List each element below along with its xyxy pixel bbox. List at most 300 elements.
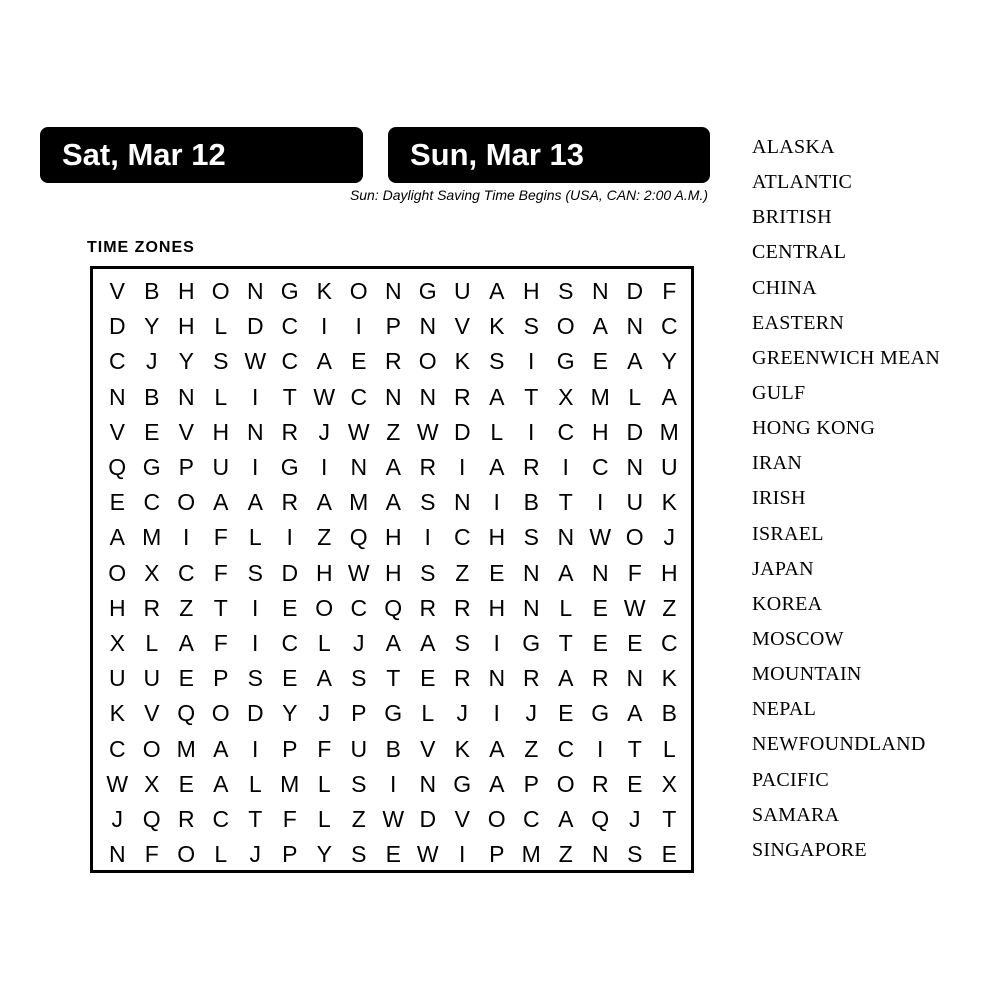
grid-letter[interactable]: A: [558, 665, 574, 692]
grid-letter[interactable]: D: [281, 559, 299, 586]
grid-letter[interactable]: C: [143, 489, 161, 516]
grid-letter[interactable]: N: [557, 524, 575, 551]
grid-letter[interactable]: S: [523, 524, 539, 551]
grid-letter[interactable]: E: [282, 665, 298, 692]
grid-letter[interactable]: I: [252, 454, 259, 481]
grid-letter[interactable]: Q: [591, 805, 610, 832]
grid-letter[interactable]: N: [419, 770, 437, 797]
grid-letter[interactable]: E: [109, 489, 125, 516]
grid-letter[interactable]: W: [106, 770, 129, 797]
grid-letter[interactable]: K: [661, 489, 677, 516]
grid-letter[interactable]: N: [350, 454, 368, 481]
grid-letter[interactable]: S: [247, 665, 263, 692]
grid-letter[interactable]: R: [591, 665, 609, 692]
grid-letter[interactable]: H: [108, 594, 126, 621]
grid-letter[interactable]: N: [246, 278, 264, 305]
grid-letter[interactable]: L: [421, 700, 435, 727]
grid-letter[interactable]: J: [663, 524, 675, 551]
grid-letter[interactable]: V: [454, 805, 470, 832]
grid-letter[interactable]: A: [213, 489, 229, 516]
grid-letter[interactable]: L: [248, 524, 262, 551]
grid-letter[interactable]: D: [453, 418, 471, 445]
grid-letter[interactable]: N: [177, 383, 195, 410]
grid-letter[interactable]: G: [142, 454, 161, 481]
grid-letter[interactable]: N: [384, 383, 402, 410]
grid-letter[interactable]: C: [108, 348, 126, 375]
grid-letter[interactable]: C: [522, 805, 540, 832]
grid-letter[interactable]: R: [453, 665, 471, 692]
grid-letter[interactable]: J: [353, 629, 365, 656]
word-list-item: CENTRAL: [752, 241, 847, 264]
grid-letter[interactable]: S: [420, 559, 436, 586]
grid-letter[interactable]: A: [316, 665, 332, 692]
grid-letter[interactable]: I: [459, 454, 466, 481]
grid-letter[interactable]: S: [523, 313, 539, 340]
grid-letter[interactable]: I: [390, 770, 397, 797]
grid-letter[interactable]: H: [315, 559, 333, 586]
grid-letter[interactable]: C: [591, 454, 609, 481]
grid-letter[interactable]: T: [627, 735, 642, 762]
grid-letter[interactable]: A: [489, 278, 505, 305]
grid-letter[interactable]: X: [109, 629, 125, 656]
grid-letter[interactable]: J: [456, 700, 468, 727]
grid-letter[interactable]: H: [384, 524, 402, 551]
grid-letter[interactable]: A: [558, 559, 574, 586]
puzzle-title: TIME ZONES: [87, 239, 195, 256]
grid-letter[interactable]: A: [489, 735, 505, 762]
grid-letter[interactable]: O: [418, 348, 437, 375]
grid-letter[interactable]: U: [350, 735, 368, 762]
grid-letter[interactable]: Y: [316, 841, 332, 868]
grid-letter[interactable]: G: [280, 454, 299, 481]
grid-letter[interactable]: B: [144, 278, 160, 305]
grid-letter[interactable]: D: [626, 278, 644, 305]
grid-letter[interactable]: U: [108, 665, 126, 692]
grid-letter[interactable]: M: [349, 489, 369, 516]
grid-letter[interactable]: L: [214, 841, 228, 868]
grid-letter[interactable]: R: [522, 665, 540, 692]
grid-letter[interactable]: I: [562, 454, 569, 481]
grid-letter[interactable]: S: [351, 841, 367, 868]
grid-letter[interactable]: E: [592, 594, 608, 621]
grid-letter[interactable]: C: [281, 313, 299, 340]
grid-letter[interactable]: E: [385, 841, 401, 868]
grid-letter[interactable]: S: [454, 629, 470, 656]
grid-letter[interactable]: R: [453, 383, 471, 410]
grid-letter[interactable]: P: [523, 770, 539, 797]
grid-letter[interactable]: H: [177, 278, 195, 305]
grid-letter[interactable]: H: [212, 418, 230, 445]
grid-letter[interactable]: P: [178, 454, 194, 481]
grid-letter[interactable]: A: [489, 454, 505, 481]
grid-letter[interactable]: D: [108, 313, 126, 340]
grid-letter[interactable]: E: [178, 665, 194, 692]
grid-letter[interactable]: J: [318, 700, 330, 727]
grid-letter[interactable]: T: [524, 383, 539, 410]
grid-letter[interactable]: R: [522, 454, 540, 481]
grid-letter[interactable]: W: [244, 348, 267, 375]
grid-letter[interactable]: P: [282, 841, 298, 868]
grid-letter[interactable]: U: [453, 278, 471, 305]
grid-letter[interactable]: Q: [108, 454, 127, 481]
grid-letter[interactable]: J: [111, 805, 123, 832]
word-list-item: ALASKA: [752, 136, 835, 158]
grid-letter[interactable]: D: [246, 700, 264, 727]
grid-letter[interactable]: W: [347, 559, 370, 586]
grid-letter[interactable]: U: [143, 665, 161, 692]
grid-letter[interactable]: Y: [144, 313, 160, 340]
grid-letter[interactable]: I: [528, 348, 535, 375]
grid-letter[interactable]: P: [213, 665, 229, 692]
grid-letter[interactable]: J: [318, 418, 330, 445]
grid-row: [93, 767, 691, 802]
grid-letter[interactable]: C: [660, 629, 678, 656]
grid-letter[interactable]: A: [489, 770, 505, 797]
grid-letter[interactable]: I: [252, 629, 259, 656]
grid-letter[interactable]: U: [626, 489, 644, 516]
grid-letter[interactable]: O: [349, 278, 368, 305]
grid-letter[interactable]: Z: [179, 594, 194, 621]
grid-row: [93, 520, 691, 555]
grid-letter[interactable]: S: [627, 841, 643, 868]
grid-letter[interactable]: R: [281, 489, 299, 516]
grid-letter[interactable]: J: [146, 348, 158, 375]
grid-letter[interactable]: A: [385, 629, 401, 656]
grid-letter[interactable]: C: [177, 559, 195, 586]
grid-letter[interactable]: W: [623, 594, 646, 621]
grid-letter[interactable]: N: [246, 418, 264, 445]
grid-letter[interactable]: C: [212, 805, 230, 832]
grid-letter[interactable]: G: [418, 278, 437, 305]
grid-letter[interactable]: Z: [662, 594, 677, 621]
grid-letter[interactable]: A: [316, 489, 332, 516]
grid-letter[interactable]: C: [108, 735, 126, 762]
grid-letter[interactable]: V: [454, 313, 470, 340]
grid-letter[interactable]: X: [144, 559, 160, 586]
grid-letter[interactable]: A: [316, 348, 332, 375]
grid-letter[interactable]: L: [317, 629, 331, 656]
grid-letter[interactable]: N: [626, 313, 644, 340]
grid-letter[interactable]: O: [211, 700, 230, 727]
grid-letter[interactable]: C: [281, 629, 299, 656]
grid-letter[interactable]: Y: [282, 700, 298, 727]
grid-letter[interactable]: M: [659, 418, 679, 445]
grid-letter[interactable]: S: [351, 770, 367, 797]
grid-letter[interactable]: S: [420, 489, 436, 516]
word-list-item: NEPAL: [752, 698, 817, 721]
grid-letter[interactable]: C: [350, 594, 368, 621]
grid-letter[interactable]: H: [660, 559, 678, 586]
grid-letter[interactable]: A: [627, 348, 643, 375]
grid-letter[interactable]: R: [591, 770, 609, 797]
grid-letter[interactable]: N: [384, 278, 402, 305]
grid-letter[interactable]: O: [487, 805, 506, 832]
grid-letter[interactable]: Y: [178, 348, 194, 375]
grid-letter[interactable]: S: [489, 348, 505, 375]
grid-letter[interactable]: D: [246, 313, 264, 340]
grid-letter[interactable]: G: [384, 700, 403, 727]
grid-letter[interactable]: T: [662, 805, 677, 832]
grid-letter[interactable]: S: [558, 278, 574, 305]
grid-letter[interactable]: E: [420, 665, 436, 692]
grid-letter[interactable]: L: [214, 383, 228, 410]
grid-letter[interactable]: L: [662, 735, 676, 762]
grid-letter[interactable]: S: [351, 665, 367, 692]
grid-letter[interactable]: N: [591, 278, 609, 305]
grid-letter[interactable]: M: [590, 383, 610, 410]
grid-letter[interactable]: W: [347, 418, 370, 445]
grid-letter[interactable]: Q: [177, 700, 196, 727]
grid-letter[interactable]: L: [628, 383, 642, 410]
grid-letter[interactable]: N: [488, 665, 506, 692]
grid-letter[interactable]: N: [453, 489, 471, 516]
grid-letter[interactable]: N: [419, 383, 437, 410]
grid-letter[interactable]: G: [453, 770, 472, 797]
grid-letter[interactable]: H: [488, 594, 506, 621]
grid-letter[interactable]: K: [316, 278, 332, 305]
grid-letter[interactable]: S: [247, 559, 263, 586]
grid-letter[interactable]: Q: [384, 594, 403, 621]
grid-letter[interactable]: I: [597, 735, 604, 762]
grid-letter[interactable]: N: [626, 454, 644, 481]
grid-letter[interactable]: N: [522, 559, 540, 586]
grid-letter[interactable]: O: [108, 559, 127, 586]
grid-letter[interactable]: I: [493, 700, 500, 727]
grid-letter[interactable]: W: [313, 383, 336, 410]
grid-letter[interactable]: R: [143, 594, 161, 621]
grid-letter[interactable]: G: [280, 278, 299, 305]
grid-letter[interactable]: F: [213, 629, 228, 656]
grid-letter[interactable]: A: [213, 735, 229, 762]
grid-letter[interactable]: F: [317, 735, 332, 762]
grid-letter[interactable]: J: [249, 841, 261, 868]
grid-letter[interactable]: T: [558, 629, 573, 656]
grid-letter[interactable]: L: [317, 805, 331, 832]
grid-letter[interactable]: N: [108, 841, 126, 868]
grid-letter[interactable]: U: [212, 454, 230, 481]
grid-letter[interactable]: E: [489, 559, 505, 586]
grid-letter[interactable]: D: [626, 418, 644, 445]
grid-letter[interactable]: N: [626, 665, 644, 692]
grid-letter[interactable]: V: [109, 418, 125, 445]
grid-letter[interactable]: C: [453, 524, 471, 551]
grid-letter[interactable]: O: [556, 770, 575, 797]
grid-letter[interactable]: I: [424, 524, 431, 551]
grid-letter[interactable]: I: [597, 489, 604, 516]
grid-letter[interactable]: P: [282, 735, 298, 762]
grid-letter[interactable]: N: [591, 559, 609, 586]
grid-letter[interactable]: P: [351, 700, 367, 727]
grid-letter[interactable]: N: [522, 594, 540, 621]
grid-letter[interactable]: L: [214, 313, 228, 340]
grid-letter[interactable]: F: [627, 559, 642, 586]
grid-letter[interactable]: E: [351, 348, 367, 375]
grid-letter[interactable]: B: [523, 489, 539, 516]
grid-letter[interactable]: I: [183, 524, 190, 551]
grid-letter[interactable]: Z: [317, 524, 332, 551]
grid-letter[interactable]: M: [142, 524, 162, 551]
grid-letter[interactable]: I: [355, 313, 362, 340]
grid-letter[interactable]: T: [558, 489, 573, 516]
grid-letter[interactable]: A: [213, 770, 229, 797]
grid-letter[interactable]: B: [144, 383, 160, 410]
grid-letter[interactable]: R: [419, 454, 437, 481]
grid-letter[interactable]: F: [662, 278, 677, 305]
grid-letter[interactable]: K: [454, 348, 470, 375]
grid-letter[interactable]: O: [177, 489, 196, 516]
grid-letter[interactable]: W: [416, 418, 439, 445]
grid-letter[interactable]: I: [528, 418, 535, 445]
grid-letter[interactable]: O: [211, 278, 230, 305]
grid-letter[interactable]: R: [281, 418, 299, 445]
word-list-item: CHINA: [752, 276, 817, 299]
grid-letter[interactable]: A: [661, 383, 677, 410]
grid-letter[interactable]: Q: [349, 524, 368, 551]
grid-letter[interactable]: L: [248, 770, 262, 797]
grid-letter[interactable]: X: [558, 383, 574, 410]
grid-letter[interactable]: T: [248, 805, 263, 832]
grid-letter[interactable]: C: [557, 418, 575, 445]
grid-letter[interactable]: V: [178, 418, 194, 445]
grid-letter[interactable]: O: [556, 313, 575, 340]
grid-letter[interactable]: C: [281, 348, 299, 375]
grid-letter[interactable]: I: [252, 594, 259, 621]
grid-letter[interactable]: A: [420, 629, 436, 656]
grid-letter[interactable]: W: [416, 841, 439, 868]
grid-letter[interactable]: L: [145, 629, 159, 656]
grid-letter[interactable]: O: [142, 735, 161, 762]
grid-letter[interactable]: C: [350, 383, 368, 410]
grid-letter[interactable]: T: [282, 383, 297, 410]
word-list: [752, 134, 940, 872]
grid-letter[interactable]: H: [177, 313, 195, 340]
grid-row: [93, 309, 691, 344]
grid-letter[interactable]: Z: [558, 841, 573, 868]
grid-letter[interactable]: N: [591, 841, 609, 868]
grid-letter[interactable]: X: [144, 770, 160, 797]
grid-letter[interactable]: U: [660, 454, 678, 481]
grid-letter[interactable]: E: [627, 629, 643, 656]
grid-letter[interactable]: H: [522, 278, 540, 305]
grid-letter[interactable]: F: [213, 524, 228, 551]
grid-letter[interactable]: F: [213, 559, 228, 586]
grid-letter[interactable]: R: [419, 594, 437, 621]
grid-letter[interactable]: R: [177, 805, 195, 832]
grid-letter[interactable]: F: [282, 805, 297, 832]
grid-letter[interactable]: W: [589, 524, 612, 551]
grid-letter[interactable]: V: [420, 735, 436, 762]
grid-letter[interactable]: R: [384, 348, 402, 375]
grid-letter[interactable]: M: [280, 770, 300, 797]
grid-letter[interactable]: J: [525, 700, 537, 727]
grid-letter[interactable]: Z: [455, 559, 470, 586]
grid-letter[interactable]: A: [627, 700, 643, 727]
grid-letter[interactable]: G: [556, 348, 575, 375]
grid-letter[interactable]: C: [660, 313, 678, 340]
grid-letter[interactable]: E: [178, 770, 194, 797]
grid-row: [93, 661, 691, 696]
grid-letter[interactable]: I: [321, 313, 328, 340]
grid-letter[interactable]: E: [282, 594, 298, 621]
grid-letter[interactable]: I: [493, 489, 500, 516]
grid-letter[interactable]: K: [489, 313, 505, 340]
grid-letter[interactable]: H: [591, 418, 609, 445]
grid-letter[interactable]: F: [144, 841, 159, 868]
grid-letter[interactable]: N: [108, 383, 126, 410]
grid-letter[interactable]: L: [317, 770, 331, 797]
grid-letter[interactable]: I: [252, 735, 259, 762]
grid-letter[interactable]: A: [247, 489, 263, 516]
grid-letter[interactable]: T: [213, 594, 228, 621]
grid-letter[interactable]: T: [386, 665, 401, 692]
grid-letter[interactable]: A: [558, 805, 574, 832]
grid-letter[interactable]: X: [661, 770, 677, 797]
grid-letter[interactable]: Y: [661, 348, 677, 375]
grid-letter[interactable]: K: [661, 665, 677, 692]
grid-letter[interactable]: O: [177, 841, 196, 868]
grid-letter[interactable]: Q: [142, 805, 161, 832]
grid-letter[interactable]: W: [382, 805, 405, 832]
grid-letter[interactable]: Z: [351, 805, 366, 832]
grid-letter[interactable]: E: [661, 841, 677, 868]
grid-letter[interactable]: I: [286, 524, 293, 551]
grid-letter[interactable]: L: [559, 594, 573, 621]
grid-letter[interactable]: B: [661, 700, 677, 727]
grid-letter[interactable]: I: [252, 383, 259, 410]
grid-letter[interactable]: D: [419, 805, 437, 832]
grid-letter[interactable]: A: [592, 313, 608, 340]
grid-letter[interactable]: P: [385, 313, 401, 340]
grid-letter[interactable]: J: [629, 805, 641, 832]
grid-letter[interactable]: R: [453, 594, 471, 621]
grid-letter[interactable]: E: [627, 770, 643, 797]
grid-letter[interactable]: S: [213, 348, 229, 375]
grid-letter[interactable]: H: [488, 524, 506, 551]
grid-letter[interactable]: K: [454, 735, 470, 762]
grid-letter[interactable]: H: [384, 559, 402, 586]
grid-letter[interactable]: M: [521, 841, 541, 868]
grid-letter[interactable]: I: [493, 629, 500, 656]
grid-letter[interactable]: O: [625, 524, 644, 551]
grid-letter[interactable]: G: [522, 629, 541, 656]
grid-letter[interactable]: A: [385, 454, 401, 481]
grid-letter[interactable]: I: [459, 841, 466, 868]
grid-letter[interactable]: E: [592, 348, 608, 375]
grid-letter[interactable]: G: [591, 700, 610, 727]
grid-letter[interactable]: P: [489, 841, 505, 868]
grid-letter[interactable]: O: [315, 594, 334, 621]
grid-letter[interactable]: K: [109, 700, 125, 727]
grid-letter[interactable]: M: [176, 735, 196, 762]
grid-letter[interactable]: L: [490, 418, 504, 445]
grid-letter[interactable]: C: [557, 735, 575, 762]
grid-letter[interactable]: N: [419, 313, 437, 340]
grid-letter[interactable]: A: [489, 383, 505, 410]
grid-letter[interactable]: E: [592, 629, 608, 656]
grid-letter[interactable]: I: [321, 454, 328, 481]
word-list-item: EASTERN: [752, 311, 845, 334]
grid-letter[interactable]: Z: [524, 735, 539, 762]
grid-letter[interactable]: V: [144, 700, 160, 727]
grid-letter[interactable]: A: [385, 489, 401, 516]
grid-letter[interactable]: B: [385, 735, 401, 762]
grid-letter[interactable]: V: [109, 278, 125, 305]
grid-letter[interactable]: A: [109, 524, 125, 551]
grid-letter[interactable]: E: [144, 418, 160, 445]
grid-letter[interactable]: Z: [386, 418, 401, 445]
grid-letter[interactable]: A: [178, 629, 194, 656]
grid-letter[interactable]: E: [558, 700, 574, 727]
